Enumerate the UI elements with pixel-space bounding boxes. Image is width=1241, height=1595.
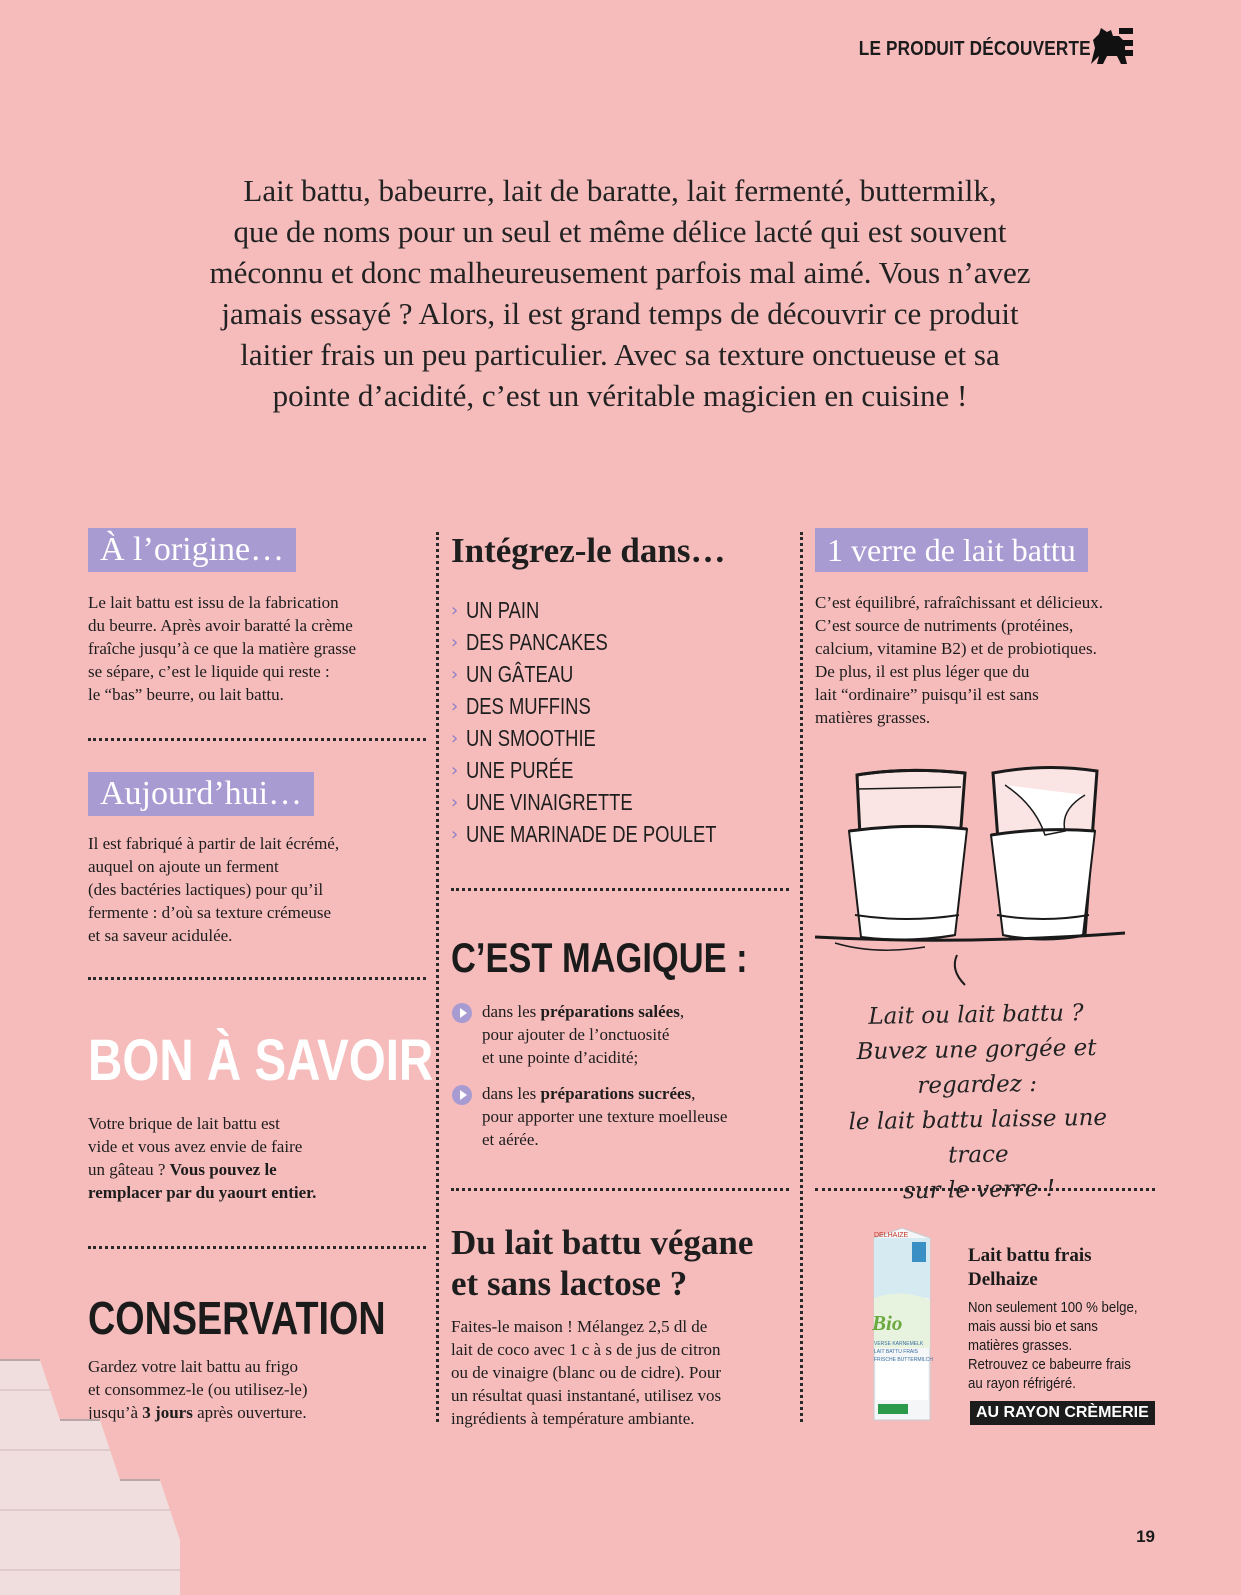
glasses-illustration <box>815 765 1135 995</box>
divider <box>88 977 426 980</box>
list-item-label: UNE VINAIGRETTE <box>466 788 633 815</box>
chevron-right-icon: › <box>451 791 459 813</box>
handwritten-line: Buvez une gorgée et regardez : <box>856 1034 1097 1100</box>
magic-line <box>482 1082 802 1105</box>
carton-line: LAIT BATTU FRAIS <box>874 1349 918 1355</box>
glass-heading: 1 verre de lait battu <box>815 528 1088 572</box>
list-item-label: UNE PURÉE <box>466 756 574 783</box>
origin-line: Le lait battu est issu de la fabrication <box>88 593 339 612</box>
chevron-right-icon: › <box>451 823 459 845</box>
good-to-know-plain: un gâteau ? <box>88 1160 166 1179</box>
magic-heading: C’EST MAGIQUE : <box>451 934 748 981</box>
intro-line: laitier frais un peu particulier. Avec sa texture onctueuse et sa <box>240 337 1000 372</box>
storage-days: 3 jours <box>142 1403 193 1422</box>
chevron-right-icon: › <box>451 599 459 621</box>
list-item <box>451 690 779 722</box>
list-item-label: UN PAIN <box>466 596 540 623</box>
carton-text <box>874 1340 933 1364</box>
divider <box>451 888 789 891</box>
list-item <box>451 754 779 786</box>
glass-line: De plus, il est plus léger que du <box>815 662 1030 681</box>
today-heading: Aujourd’hui… <box>88 772 314 816</box>
vegan-line: Faites-le maison ! Mélangez 2,5 dl de <box>451 1317 708 1336</box>
today-line: auquel on ajoute un ferment <box>88 857 279 876</box>
origin-line: du beurre. Après avoir baratté la crème <box>88 616 353 635</box>
list-item <box>451 818 779 850</box>
today-line: et sa saveur acidulée. <box>88 926 233 945</box>
glass-line: matières grasses. <box>815 708 931 727</box>
magic-sweet <box>482 1082 802 1151</box>
good-to-know-text <box>88 1112 418 1204</box>
storage-text-b: après ouverture. <box>197 1403 307 1422</box>
intro-line: que de noms pour un seul et même délice lacté qui est souvent <box>233 214 1007 249</box>
product-desc-line: Non seulement 100 % belge, <box>968 1299 1138 1316</box>
magic-line <box>482 1000 792 1023</box>
divider <box>88 1246 426 1249</box>
column-divider <box>800 532 803 1422</box>
stairs-decoration <box>0 1300 180 1595</box>
divider <box>815 1188 1155 1191</box>
origin-line: fraîche jusqu’à ce que la matière grasse <box>88 639 357 658</box>
storage-line: et consommez-le (ou utilisez-le) <box>88 1380 308 1399</box>
play-bullet-icon <box>452 1003 472 1023</box>
product-desc-line: matières grasses. <box>968 1337 1073 1354</box>
magic-text: , <box>679 1002 685 1021</box>
storage-text-a: jusqu’à <box>88 1403 139 1422</box>
origin-line: le “bas” beurre, ou lait battu. <box>88 685 284 704</box>
origin-heading: À l’origine… <box>88 528 296 572</box>
vegan-line: ou de vinaigre (blanc ou de cidre). Pour <box>451 1363 722 1382</box>
today-line: (des bactéries lactiques) pour qu’il <box>88 880 324 899</box>
vegan-heading-line: Du lait battu végane <box>451 1223 754 1262</box>
chevron-right-icon: › <box>451 695 459 717</box>
curved-arrow-icon <box>955 955 965 985</box>
chevron-right-icon: › <box>451 631 459 653</box>
buttermilk-glass-icon <box>991 767 1097 939</box>
product-name-line: Lait battu frais <box>968 1245 1092 1266</box>
list-item <box>451 722 779 754</box>
list-item <box>451 594 779 626</box>
integrate-list <box>451 594 779 850</box>
list-item-label: DES MUFFINS <box>466 692 591 719</box>
product-desc-line: au rayon réfrigéré. <box>968 1375 1076 1392</box>
vegan-text <box>451 1315 791 1430</box>
storage-heading: CONSERVATION <box>88 1292 386 1344</box>
magic-savory <box>482 1000 792 1069</box>
glass-line: calcium, vitamine B2) et de probiotiques. <box>815 639 1097 658</box>
good-to-know-bold: Vous pouvez le <box>169 1160 277 1179</box>
chevron-right-icon: › <box>451 759 459 781</box>
divider <box>451 1188 789 1191</box>
today-text <box>88 832 418 947</box>
vegan-line: un résultat quasi instantané, utilisez vos <box>451 1386 722 1405</box>
lion-logo-icon <box>1089 26 1135 66</box>
page-number: 19 <box>1136 1527 1155 1546</box>
carton-top: DELHAIZE <box>874 1232 909 1239</box>
list-item <box>451 786 779 818</box>
magic-text: dans les <box>482 1084 537 1103</box>
magic-bold: préparations sucrées <box>540 1084 692 1103</box>
good-to-know-heading: BON À SAVOIR <box>88 1028 434 1093</box>
magic-text: , <box>691 1084 696 1103</box>
good-to-know-line <box>88 1158 418 1181</box>
magic-bold: préparations salées <box>540 1002 680 1021</box>
vegan-heading <box>451 1222 753 1304</box>
list-item-label: UNE MARINADE DE POULET <box>466 820 717 847</box>
good-to-know-line: vide et vous avez envie de faire <box>88 1137 303 1156</box>
column-divider <box>436 532 439 1422</box>
handwritten-line: sur le verre ! <box>902 1175 1056 1205</box>
glass-line: C’est source de nutriments (protéines, <box>815 616 1074 635</box>
carton-line: VERSE KARNEMELK <box>874 1341 924 1347</box>
product-desc-line: mais aussi bio et sans <box>968 1318 1098 1335</box>
storage-line: Gardez votre lait battu au frigo <box>88 1357 299 1376</box>
today-line: Il est fabriqué à partir de lait écrémé, <box>88 834 340 853</box>
magic-text: dans les <box>482 1002 537 1021</box>
glass-text <box>815 591 1160 729</box>
intro-paragraph <box>140 170 1100 416</box>
handwritten-line: le lait battu laisse une trace <box>848 1104 1108 1169</box>
divider <box>88 738 426 741</box>
good-to-know-bold: remplacer par du yaourt entier. <box>88 1183 317 1202</box>
vegan-heading-line: et sans lactose ? <box>451 1264 688 1303</box>
section-title: LE PRODUIT DÉCOUVERTE <box>858 38 1091 60</box>
magic-line: pour apporter une texture moelleuse <box>482 1107 728 1126</box>
play-bullet-icon <box>452 1085 472 1105</box>
chevron-right-icon: › <box>451 663 459 685</box>
glass-line: lait “ordinaire” puisqu’il est sans <box>815 685 1039 704</box>
intro-line: méconnu et donc malheureusement parfois mal aimé. Vous n’avez <box>209 255 1031 290</box>
vegan-line: lait de coco avec 1 c à s de jus de citron <box>451 1340 721 1359</box>
product-name-line: Delhaize <box>968 1269 1038 1290</box>
list-item <box>451 658 779 690</box>
handwritten-note <box>813 995 1142 1211</box>
glass-line: C’est équilibré, rafraîchissant et délicieux. <box>815 593 1103 612</box>
origin-line: se sépare, c’est le liquide qui reste : <box>88 662 330 681</box>
today-line: fermente : d’où sa texture crémeuse <box>88 903 332 922</box>
list-item <box>451 626 779 658</box>
list-item-label: UN SMOOTHIE <box>466 724 596 751</box>
intro-line: Lait battu, babeurre, lait de baratte, lait fermenté, buttermilk, <box>243 173 997 208</box>
vegan-line: ingrédients à température ambiante. <box>451 1409 695 1428</box>
product-name <box>968 1244 1092 1292</box>
magic-line: pour ajouter de l’onctuosité <box>482 1025 670 1044</box>
milk-glass-icon <box>849 770 967 939</box>
magic-line: et une pointe d’acidité; <box>482 1048 639 1067</box>
list-item-label: UN GÂTEAU <box>466 660 574 687</box>
list-item-label: DES PANCAKES <box>466 628 608 655</box>
handwritten-line: Lait ou lait battu ? <box>868 1000 1084 1030</box>
origin-text <box>88 591 418 706</box>
magic-line: et aérée. <box>482 1130 539 1149</box>
intro-line: pointe d’acidité, c’est un véritable magicien en cuisine ! <box>272 378 968 413</box>
integrate-heading: Intégrez-le dans… <box>451 531 726 570</box>
product-desc-line: Retrouvez ce babeurre frais <box>968 1356 1131 1373</box>
intro-line: jamais essayé ? Alors, il est grand temps de découvrir ce produit <box>221 296 1019 331</box>
good-to-know-line: Votre brique de lait battu est <box>88 1114 280 1133</box>
carton-line: FRISCHE BUTTERMILCH <box>874 1357 933 1363</box>
carton-brand: Bio <box>872 1311 903 1335</box>
chevron-right-icon: › <box>451 727 459 749</box>
aisle-tag: AU RAYON CRÈMERIE <box>970 1401 1155 1425</box>
product-description <box>968 1298 1138 1393</box>
